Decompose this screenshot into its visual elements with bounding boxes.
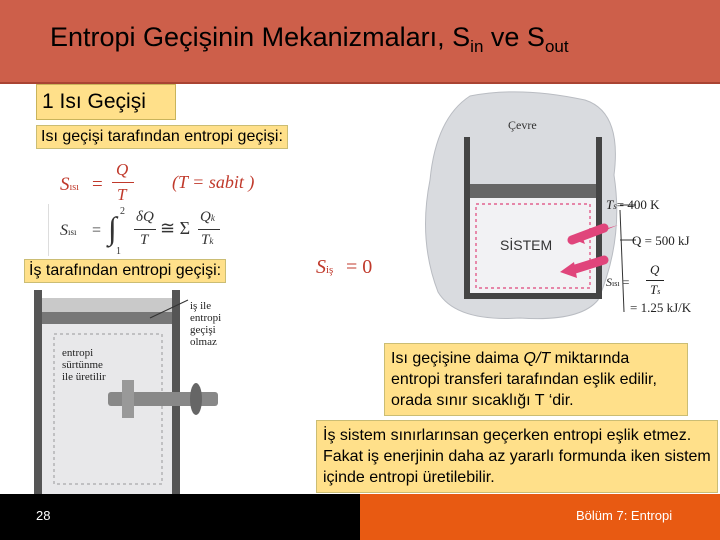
eq2-numerator-k: Qk	[200, 209, 215, 225]
page-number: 28	[36, 508, 51, 523]
surroundings-label: Çevre	[508, 118, 537, 132]
entropy-transfer-result: = 1.25 kJ/K	[630, 300, 692, 315]
entropy-transfer-lhs: Sısı =	[606, 275, 630, 289]
ts-value: Ts= 400 K	[606, 197, 660, 212]
shaft-bearing	[190, 383, 202, 415]
eq2-lower-limit: 1	[116, 246, 121, 257]
heat-transfer-label: Isı geçişi tarafından entropi geçişi:	[36, 125, 288, 149]
eq2-integral: ∫	[108, 210, 117, 246]
eq2-denominator-k: Tk	[201, 232, 214, 248]
eq3-rhs: = 0	[346, 256, 373, 278]
eq2-denominator: T	[140, 232, 149, 248]
slide-title: Entropi Geçişinin Mekanizmaları, $S_{in}$ ve $S_{out}$	[50, 22, 569, 56]
eq2-numerator: δQ	[136, 209, 154, 225]
work-transfer-note: İş sistem sınırlarınsan geçerken entropi eşlik etmez. Fakat iş enerjinin daha az yararlı formunda iken sistem içinde entropi üretilebilir.	[316, 420, 718, 493]
chapter-label: Bölüm 7: Entropi	[576, 508, 673, 523]
q-value: Q = 500 kJ	[632, 233, 690, 248]
footer-left-bar	[0, 494, 360, 540]
eq1-equals: =	[92, 174, 103, 195]
eq2-upper-limit: 2	[120, 206, 125, 217]
eq2-equals: =	[92, 222, 102, 239]
system-label: SİSTEM	[500, 237, 553, 253]
container-left-wall	[34, 290, 42, 494]
eq1-numerator: Q	[116, 160, 129, 179]
eq2-lhs: Sısı	[60, 222, 77, 239]
eq1-condition: (T = sabit )	[172, 172, 255, 192]
section-heading: 1 Isı Geçişi	[42, 90, 146, 113]
friction-label: entropi sürtünme ile üretilir	[62, 347, 106, 383]
figure-frac-den: Ts	[650, 282, 661, 297]
eq2-approx-sum: ≅ Σ	[160, 218, 191, 238]
container-lid	[42, 312, 172, 324]
eq3-lhs: Siş	[316, 256, 334, 278]
no-work-entropy-label: iş ile entropi geçişi olmaz	[190, 300, 222, 348]
work-transfer-label: İş tarafından entropi geçişi:	[24, 259, 226, 283]
figure-frac-num: Q	[650, 262, 660, 277]
heat-transfer-note: Isı geçişine daima Q/T miktarında entropi transferi tarafından eşlik edilir, orada sınır sıcaklığı T ‘dir.	[384, 343, 688, 416]
eq1-denominator: T	[117, 185, 127, 204]
eq1-lhs: Sısı	[60, 174, 79, 195]
paddle-blade	[122, 380, 134, 418]
